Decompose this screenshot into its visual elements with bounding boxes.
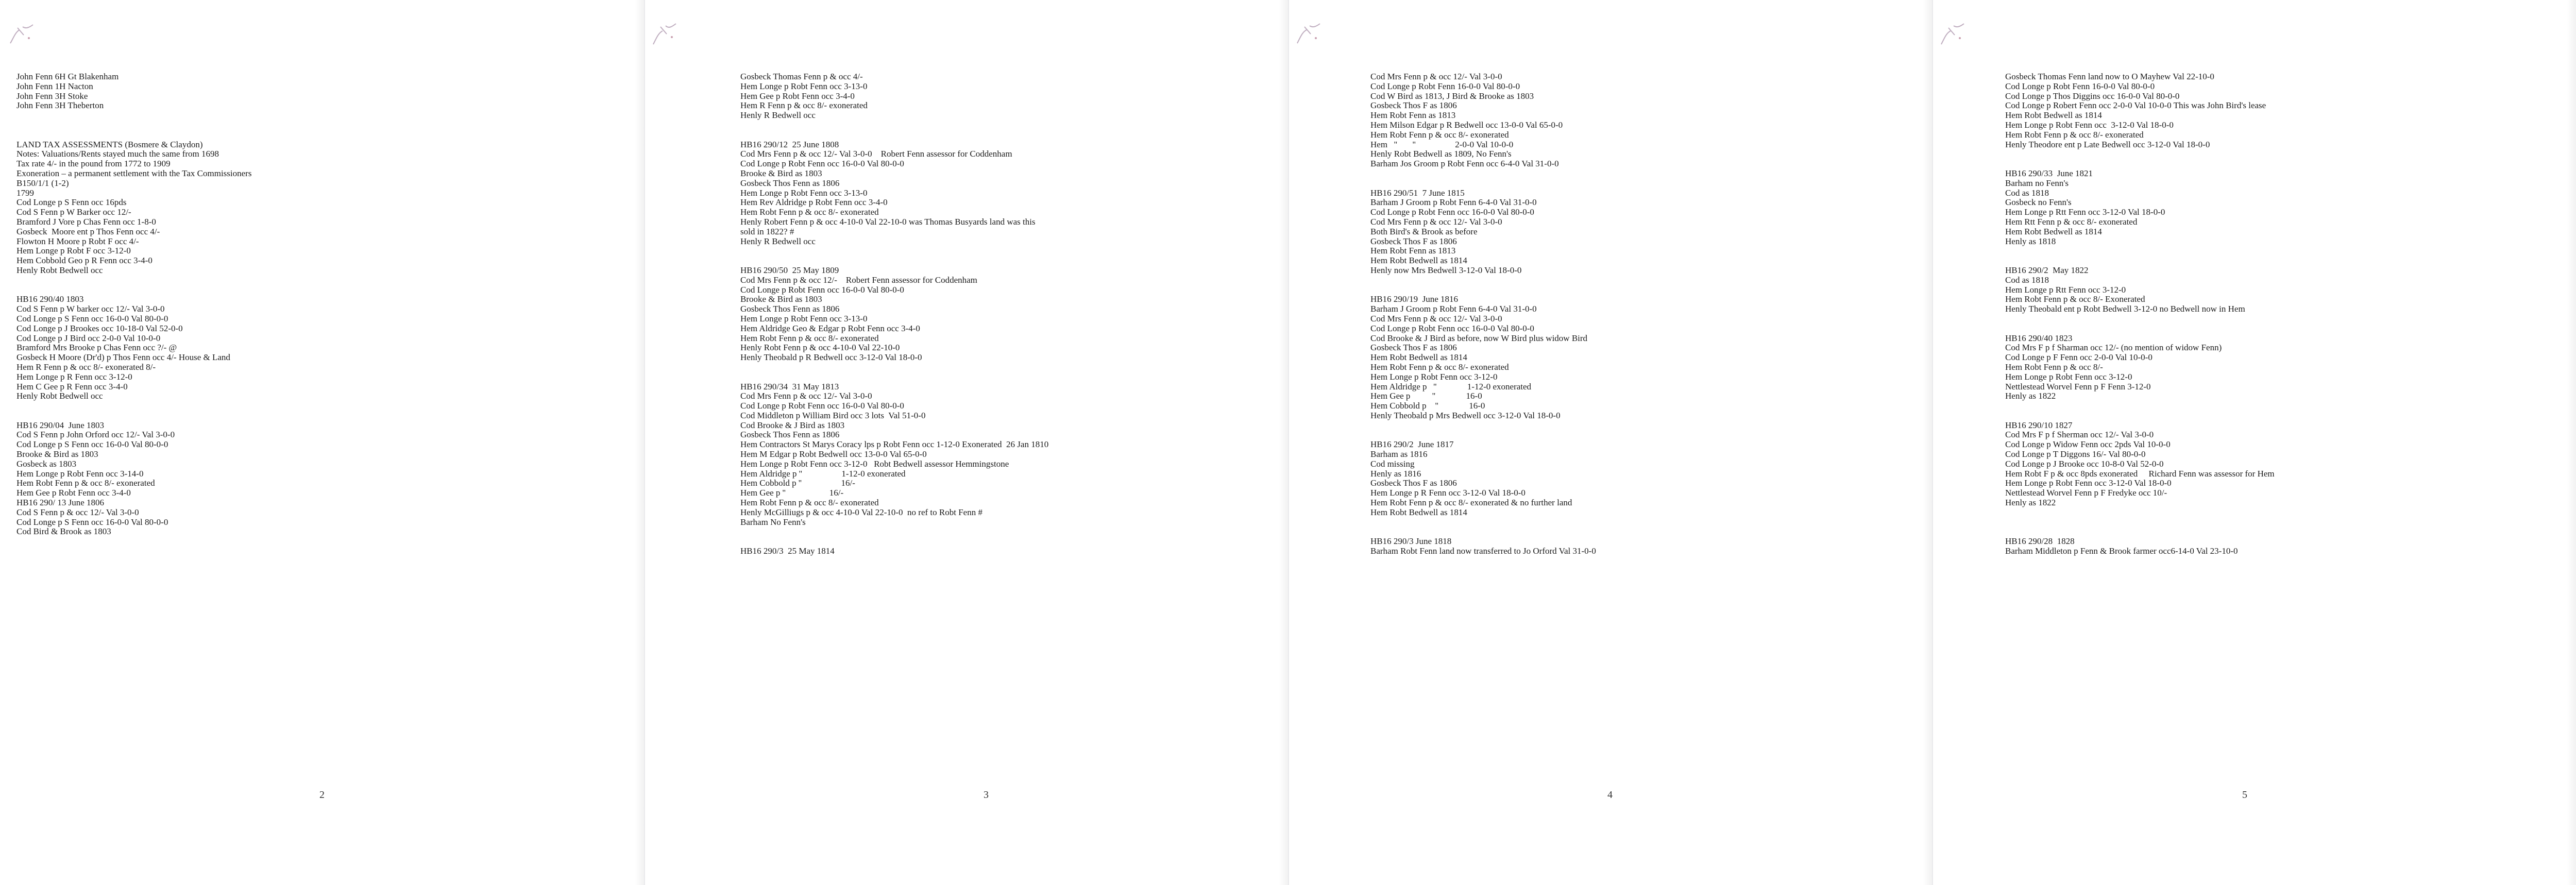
- text-line: Henly Theobald p R Bedwell occ 3-12-0 Val 18-0-0: [740, 353, 922, 363]
- text-line: HB16 290/12 25 June 1808: [740, 140, 839, 149]
- text-line: Flowton H Moore p Robt F occ 4/-: [16, 236, 139, 246]
- text-line: Hem Longe p Robt Fenn occ 3-12-0: [1370, 372, 1498, 382]
- text-line: Hem Robt Fenn p & occ 8/- exonerated: [740, 208, 879, 217]
- text-line: Hem Robt Fenn p & occ 8/- exonerated: [1370, 362, 1509, 372]
- text-line: [16, 401, 644, 411]
- text-line: Henly Robt Bedwell occ: [16, 265, 103, 275]
- text-line: HB16 290/40 1823: [2005, 333, 2073, 343]
- text-line: HB16 290/2 June 1817: [1370, 440, 1454, 450]
- text-line: Hem Longe p Robt Fenn occ 3-13-0: [740, 314, 868, 324]
- text-line: Hem Longe p Robt Fenn occ 3-14-0: [16, 469, 144, 479]
- text-line: Gosbeck no Fenn's: [2005, 198, 2072, 208]
- text-line: Hem Robt Fenn p & occ 8/- exonerated: [2005, 130, 2144, 140]
- text-line: [16, 411, 644, 421]
- text-line: Hem Robt Fenn p & occ 8/- exonerated: [16, 479, 155, 488]
- text-line: Henly as 1818: [2005, 236, 2056, 246]
- text-line: Hem Robt Bedwell as 1814: [1370, 256, 1467, 266]
- text-line: Barham J Groom p Robt Fenn 6-4-0 Val 31-0-0: [1370, 198, 1537, 208]
- text-line: Barham as 1816: [1370, 450, 1428, 459]
- text-line: Hem Robt Fenn p & occ 8/- Exonerated: [2005, 295, 2145, 304]
- text-line: Cod Longe p S Fenn occ 16-0-0 Val 80-0-0: [16, 440, 168, 450]
- text-line: Bramford J Vore p Chas Fenn occ 1-8-0: [16, 217, 156, 227]
- text-line: [2005, 401, 2576, 411]
- page-text: [2005, 72, 2576, 556]
- text-line: Hem Robt F p & occ 8pds exonerated Richard Fenn was assessor for Hem: [2005, 469, 2275, 479]
- text-line: Cod Bird & Brook as 1803: [16, 527, 111, 537]
- text-line: Cod Longe p F Fenn occ 2-0-0 Val 10-0-0: [2005, 353, 2153, 363]
- text-line: Gosbeck Thomas Fenn land now to O Mayhew Val 22-10-0: [2005, 72, 2214, 81]
- text-line: Cod Mrs Fenn p & occ 12/- Robert Fenn assessor for Coddenham: [740, 275, 977, 285]
- text-line: [2005, 411, 2576, 421]
- text-line: Henly Robt Bedwell occ: [16, 392, 103, 401]
- text-line: Cod Longe p Widow Fenn occ 2pds Val 10-0-0: [2005, 440, 2171, 450]
- text-line: [2005, 256, 2576, 266]
- text-line: Hem C Gee p R Fenn occ 3-4-0: [16, 382, 128, 392]
- text-line: Cod Longe p S Fenn occ 16-0-0 Val 80-0-0: [16, 517, 168, 527]
- text-line: Cod Longe p Robert Fenn occ 2-0-0 Val 10-0-0 This was John Bird's lease: [2005, 101, 2266, 111]
- text-line: [2005, 508, 2576, 518]
- text-line: [2005, 518, 2576, 527]
- text-line: Cod Longe p S Fenn occ 16-0-0 Val 80-0-0: [16, 314, 168, 324]
- text-line: Cod Mrs Fenn p & occ 12/- Val 3-0-0: [1370, 217, 1502, 227]
- text-line: Hem '' '' 2-0-0 Val 10-0-0: [1370, 140, 1514, 149]
- text-line: Brooke & Bird as 1803: [740, 295, 822, 304]
- text-line: HB16 290/50 25 May 1809: [740, 265, 839, 275]
- text-line: Cod Longe p Robt Fenn occ 16-0-0 Val 80-0-0: [1370, 324, 1534, 333]
- text-line: [1370, 179, 1932, 189]
- text-line: Gosbeck Thos Fenn as 1806: [740, 178, 840, 188]
- page-number: 5: [2242, 789, 2247, 801]
- text-line: [1370, 518, 1932, 527]
- text-line: Both Bird's & Brook as before: [1370, 227, 1478, 236]
- text-line: Barham Middleton p Fenn & Brook farmer occ6-14-0 Val 23-10-0: [2005, 547, 2238, 556]
- document-page-5: [1932, 0, 2576, 885]
- text-line: Cod S Fenn p & occ 12/- Val 3-0-0: [16, 507, 139, 517]
- text-line: Barham no Fenn's: [2005, 178, 2069, 188]
- text-line: [1370, 169, 1932, 179]
- text-line: Henly R Bedwell occ: [740, 111, 816, 121]
- text-line: [740, 246, 1288, 256]
- text-line: Hem Aldridge p '' 1-12-0 exonerated: [740, 469, 906, 479]
- text-line: Hem Aldridge p '' 1-12-0 exonerated: [1370, 382, 1532, 392]
- text-line: Cod Middleton p William Bird occ 3 lots Val 51-0-0: [740, 411, 926, 420]
- text-line: [740, 130, 1288, 140]
- text-line: Gosbeck Moore ent p Thos Fenn occ 4/-: [16, 227, 160, 236]
- text-line: Henly R Bedwell occ: [740, 236, 816, 246]
- text-line: Cod Longe p Robt Fenn occ 16-0-0 Val 80-0-0: [740, 401, 904, 411]
- text-line: HB16 290/10 1827: [2005, 420, 2073, 430]
- text-line: [1370, 430, 1932, 440]
- text-line: Hem Gee p '' 16/-: [740, 488, 844, 498]
- text-line: Hem Robt Fenn p & occ 8/- exonerated: [1370, 130, 1509, 140]
- text-line: [2005, 527, 2576, 537]
- text-line: Hem Robt Fenn as 1813: [1370, 111, 1456, 121]
- text-line: HB16 290/33 June 1821: [2005, 168, 2093, 178]
- text-line: 1799: [16, 188, 34, 198]
- text-line: Hem Cobbold p '' 16/-: [740, 479, 855, 488]
- text-line: HB16 290/3 25 May 1814: [740, 547, 835, 556]
- text-line: LAND TAX ASSESSMENTS (Bosmere & Claydon): [16, 140, 203, 149]
- text-line: Henly as 1822: [2005, 392, 2056, 401]
- text-line: Cod Longe p J Bird occ 2-0-0 Val 10-0-0: [16, 333, 161, 343]
- text-line: Cod Longe p J Brookes occ 10-18-0 Val 52-0-0: [16, 324, 183, 333]
- page-text: [1370, 72, 1932, 556]
- text-line: HB16 290/3 June 1818: [1370, 537, 1452, 547]
- document-page-3: [644, 0, 1288, 885]
- text-line: Cod Longe p Robt Fenn 16-0-0 Val 80-0-0: [1370, 81, 1520, 91]
- text-line: John Fenn 3H Theberton: [16, 101, 104, 111]
- document-page-2: [0, 0, 644, 885]
- text-line: HB16 290/ 13 June 1806: [16, 498, 104, 508]
- text-line: Henly now Mrs Bedwell 3-12-0 Val 18-0-0: [1370, 265, 1522, 275]
- text-line: Hem Rev Aldridge p Robt Fenn occ 3-4-0: [740, 198, 888, 208]
- text-line: Hem Gee p Robt Fenn occ 3-4-0: [740, 91, 855, 101]
- text-line: Nettlestead Worvel Fenn p F Fredyke occ 10/-: [2005, 488, 2167, 498]
- text-line: Gosbeck Thos Fenn as 1806: [740, 430, 840, 440]
- text-line: Hem Longe p R Fenn occ 3-12-0 Val 18-0-0: [1370, 488, 1526, 498]
- pencil-mark-icon: [1939, 23, 1968, 46]
- text-line: Hem Longe p Robt Fenn occ 3-12-0 Val 18-0-0: [2005, 120, 2174, 130]
- text-line: Cod Longe p Robt Fenn 16-0-0 Val 80-0-0: [2005, 81, 2155, 91]
- text-line: Hem Longe p Robt Fenn occ 3-12-0: [2005, 372, 2132, 382]
- text-line: Brooke & Bird as 1803: [16, 450, 98, 459]
- text-line: [2005, 324, 2576, 334]
- text-line: Hem R Fenn p & occ 8/- exonerated: [740, 101, 868, 111]
- text-line: Hem Robt Fenn p & occ 8/- exonerated & no further land: [1370, 498, 1572, 508]
- text-line: Cod Mrs F p f Sherman occ 12/- Val 3-0-0: [2005, 430, 2154, 440]
- text-line: Henly Robt Fenn p & occ 4-10-0 Val 22-10-0: [740, 343, 900, 353]
- text-line: John Fenn 1H Nacton: [16, 81, 93, 91]
- text-line: Gosbeck as 1803: [16, 459, 77, 469]
- text-line: Cod Longe p Robt Fenn occ 16-0-0 Val 80-0-0: [740, 159, 904, 169]
- text-line: Hem Robt Fenn p & occ 8/-: [2005, 362, 2103, 372]
- text-line: Hem Robt Bedwell as 1814: [1370, 507, 1467, 517]
- text-line: Cod S Fenn p John Orford occ 12/- Val 3-0-0: [16, 430, 175, 440]
- text-line: [16, 276, 644, 285]
- text-line: HB16 290/04 June 1803: [16, 420, 104, 430]
- text-line: Hem Milson Edgar p R Bedwell occ 13-0-0 Val 65-0-0: [1370, 120, 1563, 130]
- text-line: Hem Robt Fenn p & occ 8/- exonerated: [740, 333, 879, 343]
- text-line: Hem Robt Fenn as 1813: [1370, 246, 1456, 256]
- text-line: Hem Longe p Rtt Fenn occ 3-12-0 Val 18-0-0: [2005, 208, 2165, 217]
- pencil-mark-icon: [650, 23, 679, 46]
- text-line: Hem Longe p Robt Fenn occ 3-12-0 Robt Bedwell assessor Hemmingstone: [740, 459, 1009, 469]
- text-line: Barham J Groom p Robt Fenn 6-4-0 Val 31-0-0: [1370, 304, 1537, 314]
- text-line: [740, 121, 1288, 130]
- text-line: Hem Robt Bedwell as 1814: [1370, 353, 1467, 363]
- text-line: [2005, 246, 2576, 256]
- text-line: HB16 290/28 1828: [2005, 537, 2075, 547]
- pencil-mark-icon: [8, 23, 37, 46]
- text-line: Hem Gee p Robt Fenn occ 3-4-0: [16, 488, 131, 498]
- text-line: Brooke & Bird as 1803: [740, 168, 822, 178]
- text-line: [2005, 314, 2576, 324]
- text-line: Hem Aldridge Geo & Edgar p Robt Fenn occ 3-4-0: [740, 324, 920, 333]
- text-line: Cod Longe p J Brooke occ 10-8-0 Val 52-0-0: [2005, 459, 2164, 469]
- text-line: Henly McGilliugs p & occ 4-10-0 Val 22-10-0 no ref to Robt Fenn #: [740, 507, 982, 517]
- text-line: Cod Longe p Robt Fenn occ 16-0-0 Val 80-0-0: [740, 285, 904, 295]
- text-line: HB16 290/34 31 May 1813: [740, 382, 839, 392]
- text-line: Henly as 1822: [2005, 498, 2056, 508]
- text-line: Cod Mrs Fenn p & occ 12/- Val 3-0-0: [1370, 72, 1502, 81]
- text-line: Hem Robt Fenn p & occ 8/- exonerated: [740, 498, 879, 508]
- text-line: Cod S Fenn p W barker occ 12/- Val 3-0-0: [16, 304, 165, 314]
- text-line: Barham No Fenn's: [740, 517, 806, 527]
- text-line: [740, 527, 1288, 537]
- text-line: Barham Robt Fenn land now transferred to Jo Orford Val 31-0-0: [1370, 547, 1596, 556]
- text-line: Gosbeck Thos Fenn as 1806: [740, 304, 840, 314]
- page-text: [16, 72, 644, 537]
- text-line: Hem Longe p Robt Fenn occ 3-12-0 Val 18-0-0: [2005, 479, 2172, 488]
- text-line: Exoneration – a permanent settlement with the Tax Commissioners: [16, 168, 252, 178]
- text-line: HB16 290/19 June 1816: [1370, 295, 1458, 304]
- text-line: Bramford Mrs Brooke p Chas Fenn occ ?/- @: [16, 343, 177, 353]
- text-line: [740, 363, 1288, 372]
- page-text: [740, 72, 1288, 556]
- pencil-mark-icon: [1295, 23, 1324, 46]
- text-line: Hem R Fenn p & occ 8/- exonerated 8/-: [16, 362, 156, 372]
- text-line: Tax rate 4/- in the pound from 1772 to 1909: [16, 159, 171, 169]
- text-line: Gosbeck H Moore (Dr'd) p Thos Fenn occ 4/- House & Land: [16, 353, 230, 363]
- text-line: [1370, 527, 1932, 537]
- text-line: Hem Longe p Robt Fenn occ 3-13-0: [740, 81, 868, 91]
- text-line: Cod Mrs Fenn p & occ 12/- Val 3-0-0: [740, 392, 872, 401]
- text-line: Cod Longe p S Fenn occ 16pds: [16, 198, 127, 208]
- text-line: [740, 256, 1288, 266]
- text-line: Cod Mrs Fenn p & occ 12/- Val 3-0-0 Robert Fenn assessor for Coddenham: [740, 149, 1012, 159]
- text-line: Gosbeck Thos F as 1806: [1370, 236, 1457, 246]
- text-line: [16, 111, 644, 121]
- text-line: Cod Longe p Robt Fenn occ 16-0-0 Val 80-0-0: [1370, 208, 1534, 217]
- text-line: Cod as 1818: [2005, 188, 2049, 198]
- text-line: HB16 290/40 1803: [16, 295, 84, 304]
- text-line: Cod Brooke & J Bird as before, now W Bird plus widow Bird: [1370, 333, 1588, 343]
- text-line: [2005, 149, 2576, 159]
- text-line: Nettlestead Worvel Fenn p F Fenn 3-12-0: [2005, 382, 2151, 392]
- text-line: John Fenn 6H Gt Blakenham: [16, 72, 119, 81]
- text-line: Henly as 1816: [1370, 469, 1421, 479]
- text-line: Gosbeck Thomas Fenn p & occ 4/-: [740, 72, 863, 81]
- text-line: Henly Robert Fenn p & occ 4-10-0 Val 22-10-0 was Thomas Busyards land was this: [740, 217, 1036, 227]
- page-number: 4: [1607, 789, 1613, 801]
- text-line: B150/1/1 (1-2): [16, 178, 69, 188]
- text-line: Hem Longe p Rtt Fenn occ 3-12-0: [2005, 285, 2126, 295]
- text-line: Hem Gee p '' 16-0: [1370, 392, 1482, 401]
- text-line: Henly Theobald p Mrs Bedwell occ 3-12-0 Val 18-0-0: [1370, 411, 1561, 420]
- text-line: Hem Cobbold p '' 16-0: [1370, 401, 1485, 411]
- text-line: Hem Robt Bedwell as 1814: [2005, 111, 2102, 121]
- text-line: Cod missing: [1370, 459, 1415, 469]
- text-line: sold in 1822? #: [740, 227, 794, 236]
- page-number: 3: [984, 789, 989, 801]
- document-page-4: [1288, 0, 1932, 885]
- text-line: [16, 130, 644, 140]
- text-line: [1370, 276, 1932, 285]
- text-line: [740, 537, 1288, 547]
- text-line: HB16 290/51 7 June 1815: [1370, 188, 1465, 198]
- text-line: [16, 285, 644, 295]
- text-line: Henly Robt Bedwell as 1809, No Fenn's: [1370, 149, 1512, 159]
- text-line: John Fenn 3H Stoke: [16, 91, 88, 101]
- text-line: Cod Longe p Thos Diggins occ 16-0-0 Val 80-0-0: [2005, 91, 2180, 101]
- text-line: [16, 121, 644, 130]
- page-number: 2: [319, 789, 325, 801]
- text-line: Cod S Fenn p W Barker occ 12/-: [16, 208, 131, 217]
- text-line: Hem Longe p Robt F occ 3-12-0: [16, 246, 131, 256]
- text-line: [2005, 159, 2576, 169]
- text-line: Gosbeck Thos F as 1806: [1370, 479, 1457, 488]
- text-line: [1370, 285, 1932, 295]
- text-line: Cod as 1818: [2005, 275, 2049, 285]
- text-line: Barham Jos Groom p Robt Fenn occ 6-4-0 Val 31-0-0: [1370, 159, 1559, 169]
- text-line: Cod Mrs F p f Sharman occ 12/- (no mention of widow Fenn): [2005, 343, 2222, 353]
- text-line: Notes: Valuations/Rents stayed much the same from 1698: [16, 149, 219, 159]
- text-line: Cod Brooke & J Bird as 1803: [740, 420, 845, 430]
- text-line: Hem Contractors St Marys Coracy lps p Robt Fenn occ 1-12-0 Exonerated 26 Jan 1810: [740, 440, 1049, 450]
- text-line: Hem Cobbold Geo p R Fenn occ 3-4-0: [16, 256, 152, 266]
- text-line: Henly Theodore ent p Late Bedwell occ 3-12-0 Val 18-0-0: [2005, 140, 2210, 149]
- text-line: Cod Mrs Fenn p & occ 12/- Val 3-0-0: [1370, 314, 1502, 324]
- text-line: Gosbeck Thos F as 1806: [1370, 343, 1457, 353]
- text-line: HB16 290/2 May 1822: [2005, 265, 2089, 275]
- text-line: Henly Theobald ent p Robt Bedwell 3-12-0 no Bedwell now in Hem: [2005, 304, 2245, 314]
- text-line: Gosbeck Thos F as 1806: [1370, 101, 1457, 111]
- text-line: Hem Rtt Fenn p & occ 8/- exonerated: [2005, 217, 2138, 227]
- text-line: Cod Longe p T Diggons 16/- Val 80-0-0: [2005, 450, 2146, 459]
- text-line: [740, 372, 1288, 382]
- text-line: Hem M Edgar p Robt Bedwell occ 13-0-0 Val 65-0-0: [740, 450, 927, 459]
- text-line: Hem Longe p Robt Fenn occ 3-13-0: [740, 188, 868, 198]
- text-line: Hem Robt Bedwell as 1814: [2005, 227, 2102, 236]
- text-line: [1370, 421, 1932, 431]
- text-line: Cod W Bird as 1813, J Bird & Brooke as 1803: [1370, 91, 1534, 101]
- text-line: Hem Longe p R Fenn occ 3-12-0: [16, 372, 132, 382]
